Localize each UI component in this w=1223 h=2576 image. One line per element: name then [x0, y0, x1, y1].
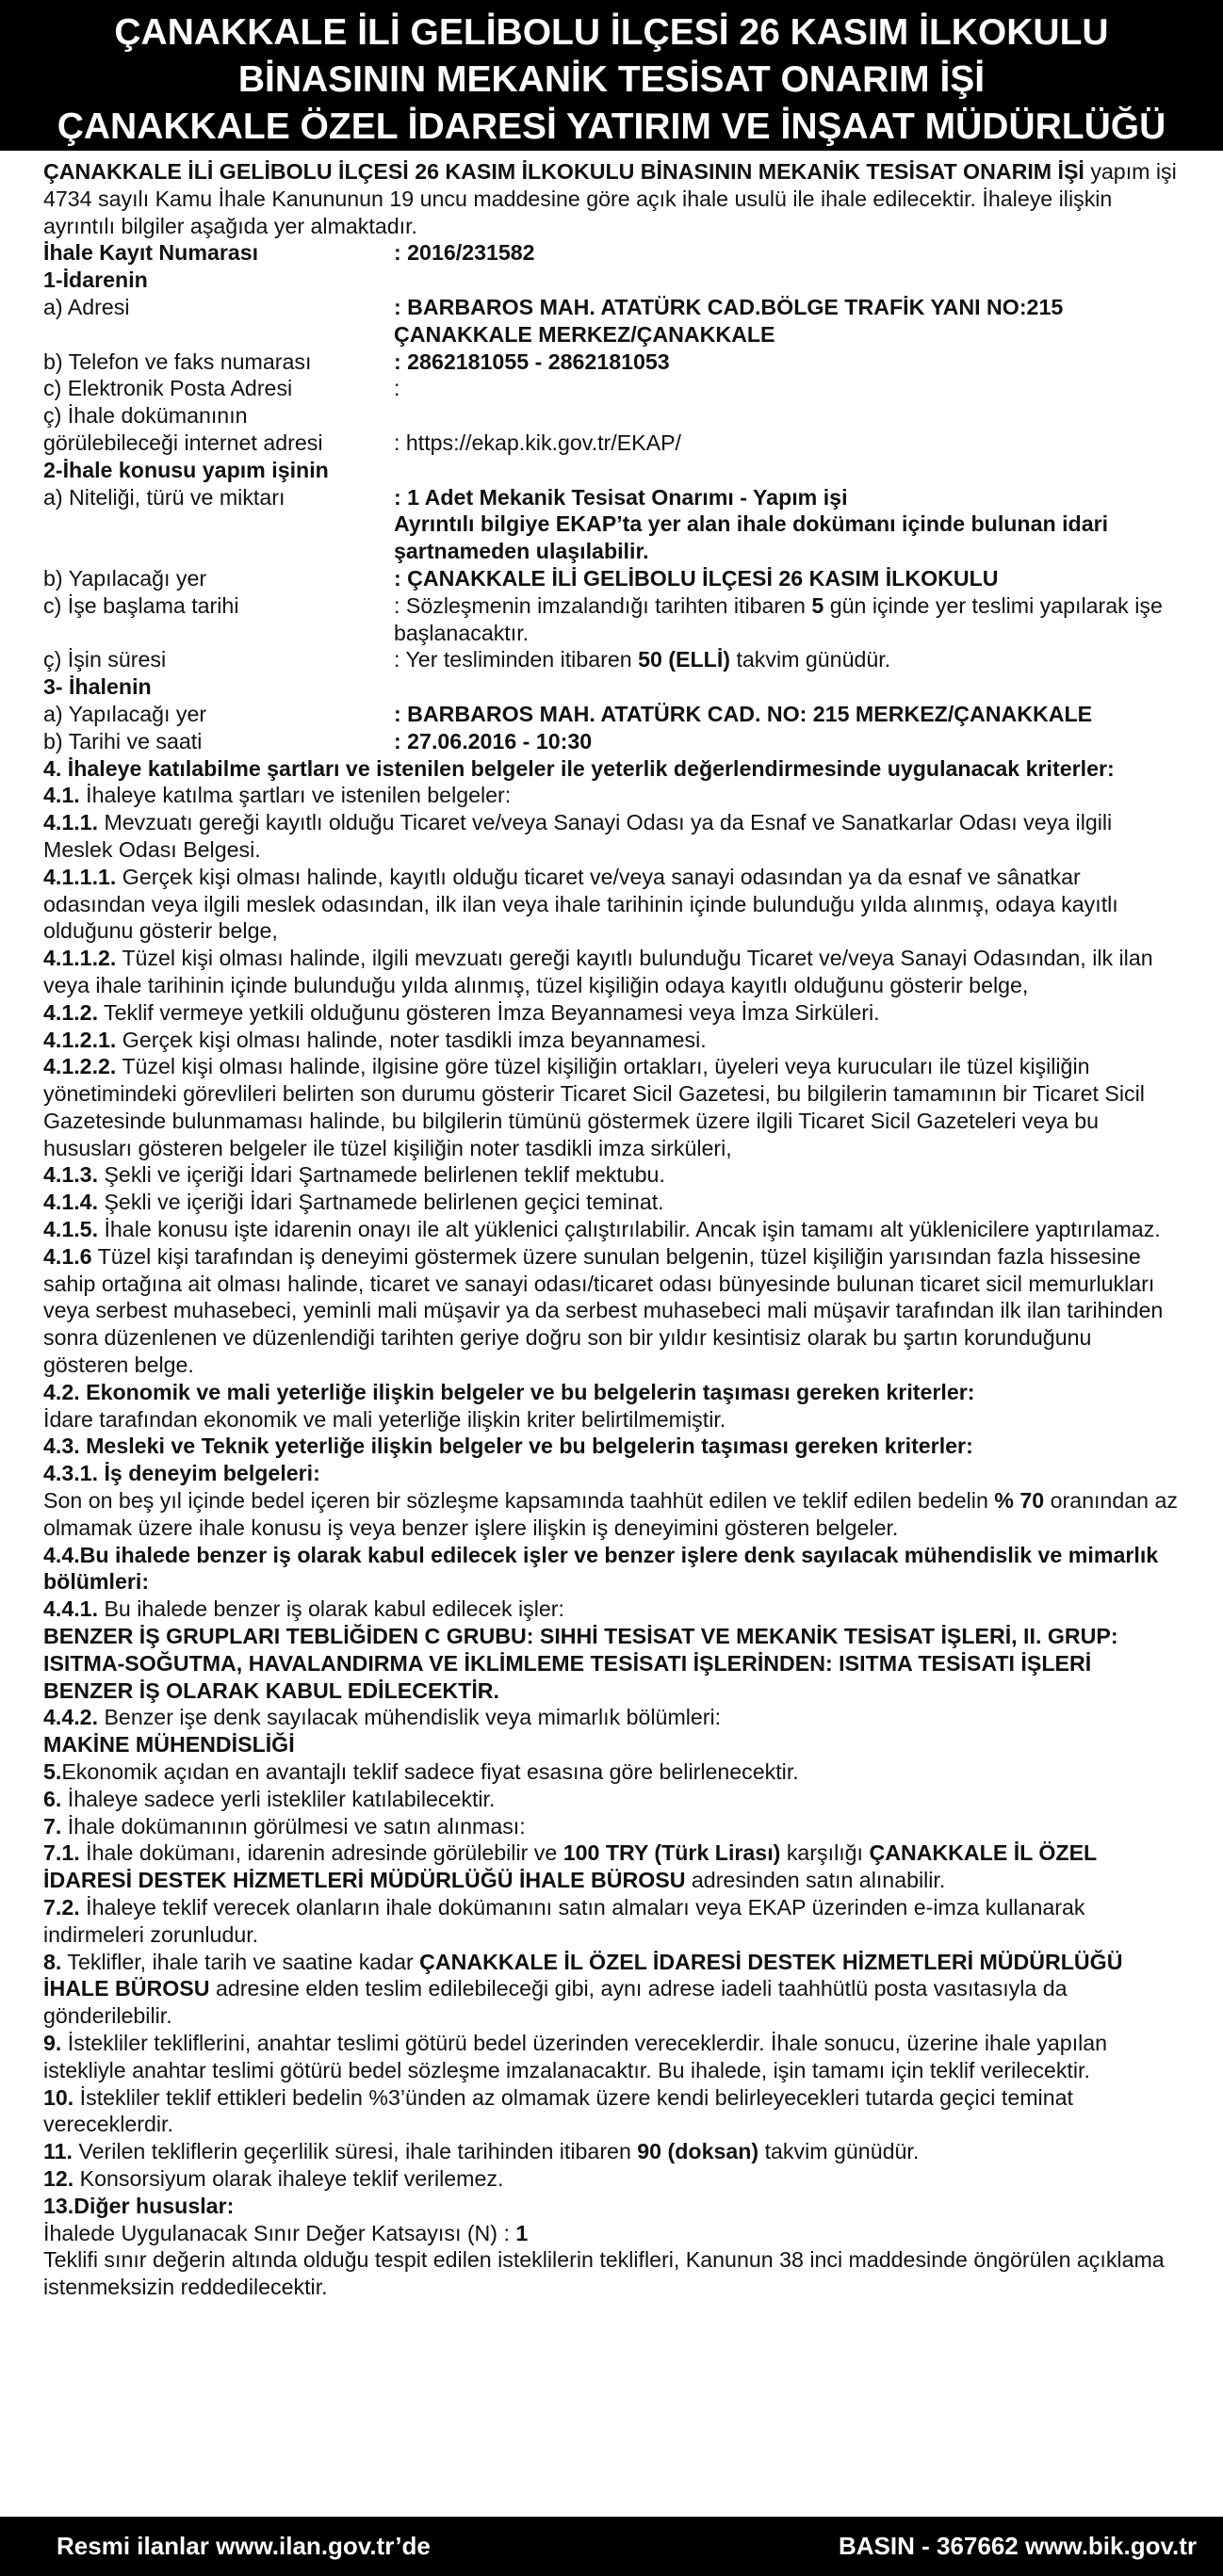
baslama-label: c) İşe başlama tarihi [43, 592, 239, 618]
clause-number: 4.1.3. [43, 1162, 99, 1188]
clause-4-1-2 [43, 999, 1180, 1027]
ihale-burosu: ÇANAKKALE İL ÖZEL İDARESİ DESTEK HİZMETLERİ MÜDÜRLÜĞÜ İHALE BÜROSU [43, 1840, 1097, 1893]
dokuman-row [43, 429, 1180, 457]
clause-text: Ekonomik açıdan en avantajlı teklif sadece fiyat esasına göre belirlenecektir. [61, 1759, 799, 1785]
clause-number: 7.1. [43, 1840, 80, 1866]
clause-4-2-text: İdare tarafından ekonomik ve mali yeterliğe ilişkin kriter belirtilmemiştir. [43, 1406, 726, 1432]
ihale-burosu: ÇANAKKALE İL ÖZEL İDARESİ DESTEK HİZMETLERİ MÜDÜRLÜĞÜ İHALE BÜROSU [43, 1949, 1123, 2001]
sure-text-1: : Yer tesliminden itibaren [394, 647, 639, 672]
nitelik-row [43, 484, 1180, 565]
baslama-days: 5 [811, 592, 824, 618]
clause-number: 6. [43, 1786, 62, 1811]
clause-9 [43, 2030, 1180, 2084]
clause-text: İhale konusu işte idarenin onayı ile alt yüklenici çalıştırılabilir. Ancak işin tamamı alt yüklenicilere yaptırılamaz. [98, 1217, 1161, 1242]
section-1-title: 1-İdarenin [43, 267, 148, 293]
clause-text: Gerçek kişi olması halinde, noter tasdikli imza beyannamesi. [116, 1027, 707, 1052]
nitelik-value [394, 484, 1180, 565]
announcement-header [0, 0, 1223, 151]
clause-4-4-title: 4.4.Bu ihalede benzer iş olarak kabul edilecek işler ve benzer işlere denk sayılacak mühendislik ve mimarlık bölümleri: [43, 1542, 1159, 1595]
adres-label: a) Adresi [43, 294, 130, 319]
ihale-yeri-row [43, 701, 1180, 728]
clause-text: Şekli ve içeriği İdari Şartnamede belirlenen geçici teminat. [98, 1190, 664, 1215]
clause-number: 4.1.4. [43, 1190, 99, 1215]
clause-4-3-1-text [43, 1487, 1180, 1542]
clause-text: Konsorsiyum olarak ihaleye teklif verilemez. [73, 2165, 504, 2191]
eposta-label: c) Elektronik Posta Adresi [43, 376, 293, 401]
header-line-1: ÇANAKKALE İLİ GELİBOLU İLÇESİ 26 KASIM İLKOKULU [114, 12, 1109, 53]
clause-text: Şekli ve içeriği İdari Şartnamede belirlenen teklif mektubu. [98, 1162, 665, 1188]
announcement-body [43, 158, 1180, 2301]
benzer-is-text: BENZER İŞ GRUPLARI TEBLİĞİDEN C GRUBU: SIHHİ TESİSAT VE MEKANİK TESİSAT İŞLERİ, II. GRUP: ISITMA-SOĞUTMA, HAVALANDIRMA VE İKLİMLEME TESİSATI İŞLERİNDEN: ISITMA TESİSATI İŞLERİ BENZER İŞ OLARAK KABUL EDİLECEKTİR. [43, 1624, 1118, 1703]
clause-8 [43, 1949, 1180, 2030]
ihale-yeri-value: : BARBAROS MAH. ATATÜRK CAD. NO: 215 MERKEZ/ÇANAKKALE [394, 701, 1093, 726]
sure-label: ç) İşin süresi [43, 647, 167, 672]
clause-7 [43, 1813, 1180, 1840]
section-4-title: 4. İhaleye katılabilme şartları ve istenilen belgeler ile yeterlik değerlendirmesinde uygulanacak kriterler: [43, 755, 1115, 781]
sure-value [394, 646, 1180, 673]
clause-text: Mevzuatı gereği kayıtlı olduğu Ticaret ve/veya Sanayi Odası ya da Esnaf ve Sanatkarlar Odası veya ilgili Meslek Odası Belgesi. [43, 810, 1113, 862]
sure-days: 50 (ELLİ) [638, 647, 731, 672]
clause-11 [43, 2138, 1180, 2165]
yapim-yeri-label: b) Yapılacağı yer [43, 565, 207, 591]
clause-4-1-2-2 [43, 1053, 1180, 1161]
clause-text: İstekliler teklif ettikleri bedelin %3’ünden az olmamak üzere kendi belirleyecekleri tutarda geçici teminat vereceklerdir. [43, 2084, 1073, 2137]
clause-number: 5. [43, 1759, 62, 1785]
telefon-row [43, 348, 1180, 376]
clause-text: oranından az olmamak üzere ihale konusu iş veya benzer işlere ilişkin iş deneyimini gösteren belgeler. [43, 1488, 1178, 1540]
clause-4-1-4 [43, 1189, 1180, 1216]
clause-text: karşılığı [780, 1840, 870, 1866]
clause-4-1-1-2 [43, 945, 1180, 999]
baslama-text-1: : Sözleşmenin imzalandığı tarihten itibaren [394, 592, 812, 618]
clause-text: Bu ihalede benzer iş olarak kabul edilecek işler: [98, 1596, 564, 1622]
muhendislik-bolumu: MAKİNE MÜHENDİSLİĞİ [43, 1732, 295, 1758]
clause-4-1-3 [43, 1161, 1180, 1189]
dokuman-label-1: ç) İhale dokümanının [43, 403, 248, 429]
clause-number: 7.2. [43, 1895, 80, 1920]
clause-text: Verilen tekliflerin geçerlilik süresi, ihale tarihinden itibaren [72, 2139, 638, 2164]
telefon-label: b) Telefon ve faks numarası [43, 348, 312, 374]
clause-number: 4.1. [43, 783, 80, 808]
clause-number: 4.4.1. [43, 1596, 99, 1622]
clause-number: 11. [43, 2139, 73, 2164]
clause-12 [43, 2165, 1180, 2193]
sure-row [43, 646, 1180, 673]
clause-number: 4.1.6 [43, 1243, 92, 1269]
announcement-footer [0, 2517, 1223, 2576]
clause-text: Teklif vermeye yetkili olduğunu gösteren İmza Beyannamesi veya İmza Sirküleri. [98, 999, 880, 1025]
footer-basin-link[interactable]: BASIN - 367662 www.bik.gov.tr [839, 2532, 1197, 2560]
clause-number: 4.1.2.2. [43, 1054, 117, 1079]
clause-text: İhale dokümanı, idarenin adresinde görülebilir ve [79, 1840, 563, 1866]
sinir-deger-katsayisi [43, 2220, 1180, 2247]
dokuman-url[interactable]: : https://ekap.kik.gov.tr/EKAP/ [394, 429, 682, 455]
clause-4-1-1 [43, 809, 1180, 864]
nitelik-value-1: : 1 Adet Mekanik Tesisat Onarımı - Yapım işi [394, 484, 848, 510]
clause-text: İhaleye katılma şartları ve istenilen belgeler: [79, 783, 512, 808]
clause-4-4-1 [43, 1596, 1180, 1623]
clause-text: İhale dokümanının görülmesi ve satın alınması: [61, 1813, 526, 1839]
katsayi-value: 1 [515, 2220, 529, 2245]
yapim-yeri-row [43, 565, 1180, 592]
clause-text: Tüzel kişi tarafından iş deneyimi göstermek üzere sunulan belgenin, tüzel kişiliğin yarısından fazla hissesine sahip ortağına ait olması halinde, ticaret ve sanayi odası/ticaret odası bünyesinde bulunan ticaret sicil memurlukları veya serbest muhasebeci, yeminli mali müşavir ya da serbest muhasebeci mali müşavir tarafından ilk ilan tarihinden sonra düzenlenen ve düzenlendiği tarihten geriye doğru son bir yıldır kesintisiz olarak bu şartın korunduğunu gösteren belge. [43, 1243, 1164, 1378]
dokuman-bedeli: 100 TRY (Türk Lirası) [563, 1840, 781, 1866]
clause-4-1-5 [43, 1216, 1180, 1243]
kayit-row [43, 239, 1180, 267]
clause-text: Tüzel kişi olması halinde, ilgisine göre tüzel kişiliğin ortakları, üyeleri veya kurucuları ile tüzel kişiliğin yönetimindeki görevlileri belirten son durumu gösterir Ticaret Sicil Gazetesi, bu bilgilerin tamamının bir Ticaret Sicil Gazetesinde bulunmaması halinde, bu bilgilerin tümünü göstermek üzere ilgili Ticaret Sicil Gazeteleri veya bu hususları gösteren belgeler ile tüzel kişiliğin noter tasdikli imza sirküleri, [43, 1054, 1145, 1160]
section-2-title: 2-İhale konusu yapım işinin [43, 457, 329, 482]
ihale-tarih-row [43, 728, 1180, 755]
clause-number: 10. [43, 2084, 74, 2110]
intro-paragraph [43, 158, 1180, 239]
baslama-value [394, 592, 1180, 647]
clause-10 [43, 2084, 1180, 2139]
eposta-value: : [394, 376, 400, 401]
clause-text: adresinden satın alınabilir. [685, 1868, 946, 1893]
nitelik-value-2: Ayrıntılı bilgiye EKAP’ta yer alan ihale dokümanı içinde bulunan idari şartnameden ulaşılabilir. [394, 511, 1109, 564]
section-3-title: 3- İhalenin [43, 674, 152, 700]
kayit-label: İhale Kayıt Numarası [43, 240, 259, 266]
clause-text: adresine elden teslim edilebileceği gibi, aynı adrese iadeli taahhütlü posta vasıtasıyla da gönderilebilir. [43, 1976, 1068, 2029]
clause-text: Son on beş yıl içinde bedel içeren bir sözleşme kapsamında taahhüt edilen ve teklif edilen bedelin [43, 1488, 995, 1514]
clause-4-3-1-title: 4.3.1. İş deneyim belgeleri: [43, 1461, 320, 1486]
clause-text: Benzer işe denk sayılacak mühendislik veya mimarlık bölümleri: [98, 1705, 722, 1730]
intro-title: ÇANAKKALE İLİ GELİBOLU İLÇESİ 26 KASIM İLKOKULU BİNASININ MEKANİK TESİSAT ONARIM İŞİ [43, 159, 1084, 184]
dokuman-label-2: görülebileceği internet adresi [43, 429, 323, 455]
clause-5 [43, 1758, 1180, 1786]
ihale-tarih-label: b) Tarihi ve saati [43, 728, 203, 753]
clause-4-1-1-1 [43, 864, 1180, 945]
eposta-row [43, 375, 1180, 402]
clause-number: 4.4.2. [43, 1705, 99, 1730]
yapim-yeri-value: : ÇANAKKALE İLİ GELİBOLU İLÇESİ 26 KASIM İLKOKULU [394, 565, 999, 591]
clause-6 [43, 1786, 1180, 1813]
clause-4-1 [43, 782, 1180, 809]
intro-text: yapım işi 4734 sayılı Kamu İhale Kanununun 19 uncu maddesine göre açık ihale usulü ile ihale edilecektir. İhaleye ilişkin ayrıntılı bilgiler aşağıda yer almaktadır. [43, 159, 1177, 238]
clause-13-title: 13.Diğer hususlar: [43, 2193, 235, 2218]
clause-text: İhalede Uygulanacak Sınır Değer Katsayısı (N) : [43, 2220, 516, 2245]
footer-ilan-link[interactable]: Resmi ilanlar www.ilan.gov.tr’de [57, 2532, 431, 2560]
adres-value: : BARBAROS MAH. ATATÜRK CAD.BÖLGE TRAFİK YANI NO:215 ÇANAKKALE MERKEZ/ÇANAKKALE [394, 294, 1064, 347]
ihale-tarih-value: : 27.06.2016 - 10:30 [394, 728, 593, 753]
kayit-value: : 2016/231582 [394, 240, 535, 266]
clause-number: 12. [43, 2165, 74, 2191]
clause-number: 4.1.2.1. [43, 1027, 117, 1052]
clause-number: 4.1.1.1. [43, 864, 117, 889]
clause-number: 4.1.5. [43, 1217, 99, 1242]
ihale-yeri-label: a) Yapılacağı yer [43, 701, 207, 726]
clause-4-4-2 [43, 1704, 1180, 1731]
clause-number: 9. [43, 2030, 62, 2055]
clause-4-3-title: 4.3. Mesleki ve Teknik yeterliğe ilişkin belgeler ve bu belgelerin taşıması gereken kriterler: [43, 1434, 973, 1459]
clause-number: 4.1.1. [43, 810, 99, 835]
header-line-3: ÇANAKKALE ÖZEL İDARESİ YATIRIM VE İNŞAAT MÜDÜRLÜĞÜ [57, 106, 1166, 147]
clause-7-2 [43, 1894, 1180, 1949]
clause-4-1-2-1 [43, 1027, 1180, 1054]
clause-percent: % 70 [994, 1488, 1045, 1514]
clause-7-1 [43, 1839, 1180, 1894]
clause-text: Tüzel kişi olması halinde, ilgili mevzuatı gereği kayıtlı bulunduğu Ticaret ve/veya Sanayi Odasından, ilk ilan veya ihale tarihinin içinde bulunduğu yılda alınmış, tüzel kişiliğin odaya kayıtlı olduğunu gösterir belge, [43, 946, 1153, 997]
clause-number: 4.1.2. [43, 999, 99, 1025]
baslama-text-2: gün içinde yer teslimi yapılarak işe başlanacaktır. [394, 592, 1163, 645]
clause-text: İstekliler tekliflerini, anahtar teslimi götürü bedel üzerinden vereceklerdir. İhale sonucu, üzerine ihale yapılan istekliyle anahtar teslimi götürü bedel sözleşme imzalanacaktır. Bu ihalede, işin tamamı için teklif verilecektir. [43, 2030, 1108, 2082]
sure-text-2: takvim günüdür. [730, 647, 891, 672]
gecerlilik-suresi: 90 (doksan) [637, 2139, 759, 2164]
clause-4-2-title: 4.2. Ekonomik ve mali yeterliğe ilişkin belgeler ve bu belgelerin taşıması gereken kriterler: [43, 1379, 975, 1404]
header-line-2: BİNASININ MEKANİK TESİSAT ONARIM İŞİ [237, 59, 986, 100]
clause-text: Gerçek kişi olması halinde, kayıtlı olduğu ticaret ve/veya sanayi odasından ya da esnaf ve sânatkar odasından veya ilgili meslek odasından, ilk ilan veya ihale tarihinin içinde bulunduğu yılda alınmış, odaya kayıtlı olduğunu gösterir belge, [43, 864, 1118, 944]
clause-13-text: Teklifi sınır değerin altında olduğu tespit edilen isteklilerin teklifleri, Kanunun 38 inci maddesinde öngörülen açıklama istenmeksizin reddedilecektir. [43, 2247, 1165, 2300]
clause-number: 8. [43, 1949, 62, 1974]
clause-text: İhaleye sadece yerli istekliler katılabilecektir. [61, 1786, 496, 1811]
clause-text: İhaleye teklif verecek olanların ihale dokümanını satın almaları veya EKAP üzerinden e-imza kullanarak indirmeleri zorunludur. [43, 1895, 1085, 1947]
clause-number: 7. [43, 1813, 62, 1839]
clause-text: Teklifler, ihale tarih ve saatine kadar [61, 1949, 420, 1974]
baslama-row [43, 592, 1180, 647]
clause-4-1-6 [43, 1243, 1180, 1379]
adres-row [43, 294, 1180, 348]
clause-number: 4.1.1.2. [43, 946, 117, 971]
telefon-value: : 2862181055 - 2862181053 [394, 348, 670, 374]
nitelik-label: a) Niteliği, türü ve miktarı [43, 484, 285, 510]
clause-text: takvim günüdür. [758, 2139, 920, 2164]
